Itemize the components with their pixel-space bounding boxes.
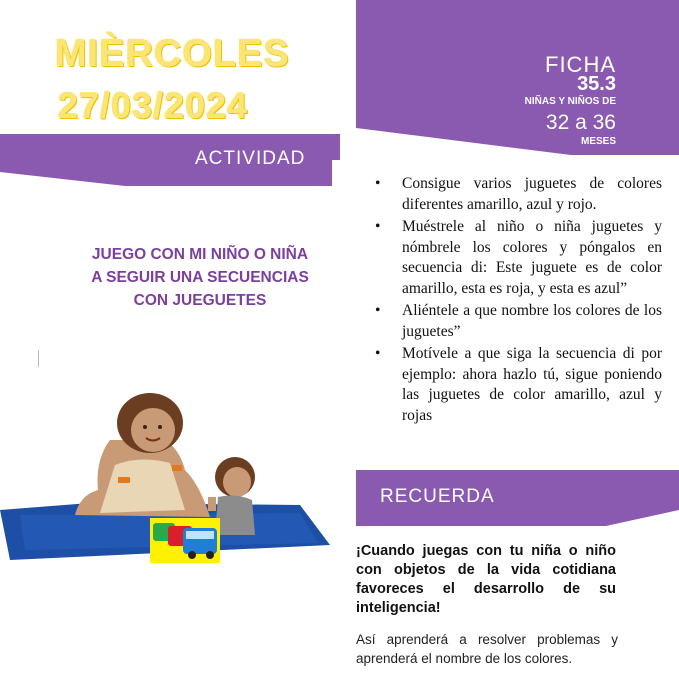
- list-item: [372, 301, 662, 342]
- list-item: [372, 217, 662, 299]
- recuerda-label: RECUERDA: [380, 486, 495, 507]
- list-item-text: Muéstrele al niño o niña juguetes y nómbrele los colores y póngalos en secuencia di: Este juguete es de color amarillo, esta es roja, y esta es azul”: [402, 218, 662, 297]
- ficha-number: 35.3: [577, 73, 616, 95]
- instruction-list: [372, 174, 662, 428]
- bullet-icon: •: [375, 345, 381, 362]
- actividad-label: ACTIVIDAD: [195, 148, 306, 169]
- mother-child-illustration: [0, 385, 340, 570]
- activity-title-line: JUEGO CON MI NIÑO O NIÑA: [91, 246, 309, 263]
- ficha-band: [356, 0, 679, 155]
- activity-title-line: A SEGUIR UNA SECUENCIAS: [91, 269, 309, 286]
- bullet-icon: •: [375, 175, 381, 192]
- divider-mark: [38, 350, 39, 367]
- recuerda-subtext: Así aprenderá a resolver problemas y aprenderá el nombre de los colores.: [356, 632, 618, 666]
- date-number: 27/03/2024: [58, 85, 249, 126]
- list-item-text: Consigue varios juguetes de colores diferentes amarillo, azul y rojo.: [402, 175, 662, 213]
- list-item: [372, 174, 662, 215]
- activity-title-line: CON JUEGUETES: [133, 292, 267, 309]
- ficha-months-unit: MESES: [580, 136, 616, 147]
- recuerda-message: ¡Cuando juegas con tu niña o niño con objetos de la vida cotidiana favoreces el desarrollo de su inteligencia!: [356, 543, 616, 616]
- activity-title: [50, 243, 350, 312]
- date-day: MIÈRCOLES: [55, 33, 290, 75]
- bullet-icon: •: [375, 302, 381, 319]
- ficha-word: FICHA: [545, 52, 616, 77]
- list-item: [372, 344, 662, 426]
- list-item-text: Aliéntele a que nombre los colores de los juguetes”: [402, 302, 662, 340]
- ficha-age-group: NIÑAS Y NIÑOS DE: [524, 96, 616, 107]
- list-item-text: Motívele a que siga la secuencia di por ejemplo: ahora hazlo tú, sigue poniendo las juguetes de color amarillo, azul y rojas: [402, 345, 662, 424]
- ficha-months: 32 a 36: [545, 111, 616, 134]
- bullet-icon: •: [375, 218, 381, 235]
